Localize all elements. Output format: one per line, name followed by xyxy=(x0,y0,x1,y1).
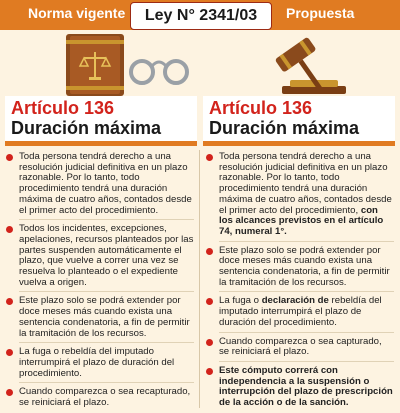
list-item: Toda persona tendrá derecho a una resolución judicial definitiva en un plazo razonable. Por lo tanto, todo procedimiento tendrá una duración máxima de cuatro años, contados desde el primer acto del procedimiento. xyxy=(6,152,194,216)
list-item: La fuga o rebeldía del imputado interrumpirá el plazo de duración del procedimiento. xyxy=(6,347,194,379)
bullet-icon xyxy=(6,226,13,233)
list-item: Este plazo solo se podrá extender por doce meses más cuando exista una sentencia condenatoria, a fin de permitir la tramitación de los recursos. xyxy=(206,246,394,289)
proposal-article-subtitle: Duración máxima xyxy=(209,118,360,138)
column-divider xyxy=(199,150,200,408)
list-item: Todos los incidentes, excepciones, apelaciones, recursos planteados por las partes suspenden automáticamente el plazo, que vuelve a correr una vez se resuelva lo planteado o el expediente vuelva a origen. xyxy=(6,224,194,288)
current-article-subtitle: Duración máxima xyxy=(11,118,162,138)
bullet-icon xyxy=(6,154,13,161)
bullet-icon xyxy=(206,298,213,305)
current-law-label: Norma vigente xyxy=(28,5,126,21)
bullet-icon xyxy=(206,154,213,161)
bullet-icon xyxy=(206,339,213,346)
proposal-column xyxy=(206,152,394,409)
bullet-icon xyxy=(6,349,13,356)
proposal-label: Propuesta xyxy=(286,5,355,21)
bullet-icon xyxy=(206,248,213,255)
law-number-title: Ley N° 2341/03 xyxy=(130,2,272,30)
list-item: Este plazo solo se podrá extender por doce meses más cuando exista una sentencia condenatoria, a fin de permitir la tramitación de los recursos. xyxy=(6,296,194,339)
current-article-header xyxy=(5,96,197,146)
proposal-article-number: Artículo 136 xyxy=(209,98,313,118)
illustration xyxy=(0,30,400,96)
gavel-icon xyxy=(275,37,346,96)
handcuffs-icon xyxy=(131,61,187,83)
law-book-icon xyxy=(66,34,124,96)
list-item: Toda persona tendrá derecho a una resolución judicial definitiva en un plazo razonable. Por lo tanto, todo procedimiento tendrá una duración máxima de cuatro años, contados desde el primer acto del procedimiento, con los alcances previstos en el artículo 74, numeral 1°. xyxy=(206,152,394,238)
bullet-icon xyxy=(6,298,13,305)
list-item: Cuando comparezca o sea capturado, se reiniciará el plazo. xyxy=(206,337,394,358)
current-article-number: Artículo 136 xyxy=(11,98,115,118)
bullet-icon xyxy=(206,368,213,375)
bullet-icon xyxy=(6,389,13,396)
proposal-article-header xyxy=(203,96,395,146)
current-law-column xyxy=(6,152,194,409)
list-item: Cuando comparezca o sea recapturado, se reiniciará el plazo. xyxy=(6,387,194,408)
list-item: Este cómputo correrá con independencia a la suspensión o interrupción del plazo de prescripción de la acción o de la sanción. xyxy=(206,366,394,409)
list-item: La fuga o declaración de rebeldía del imputado interrumpirá el plazo de duración del procedimiento. xyxy=(206,296,394,328)
